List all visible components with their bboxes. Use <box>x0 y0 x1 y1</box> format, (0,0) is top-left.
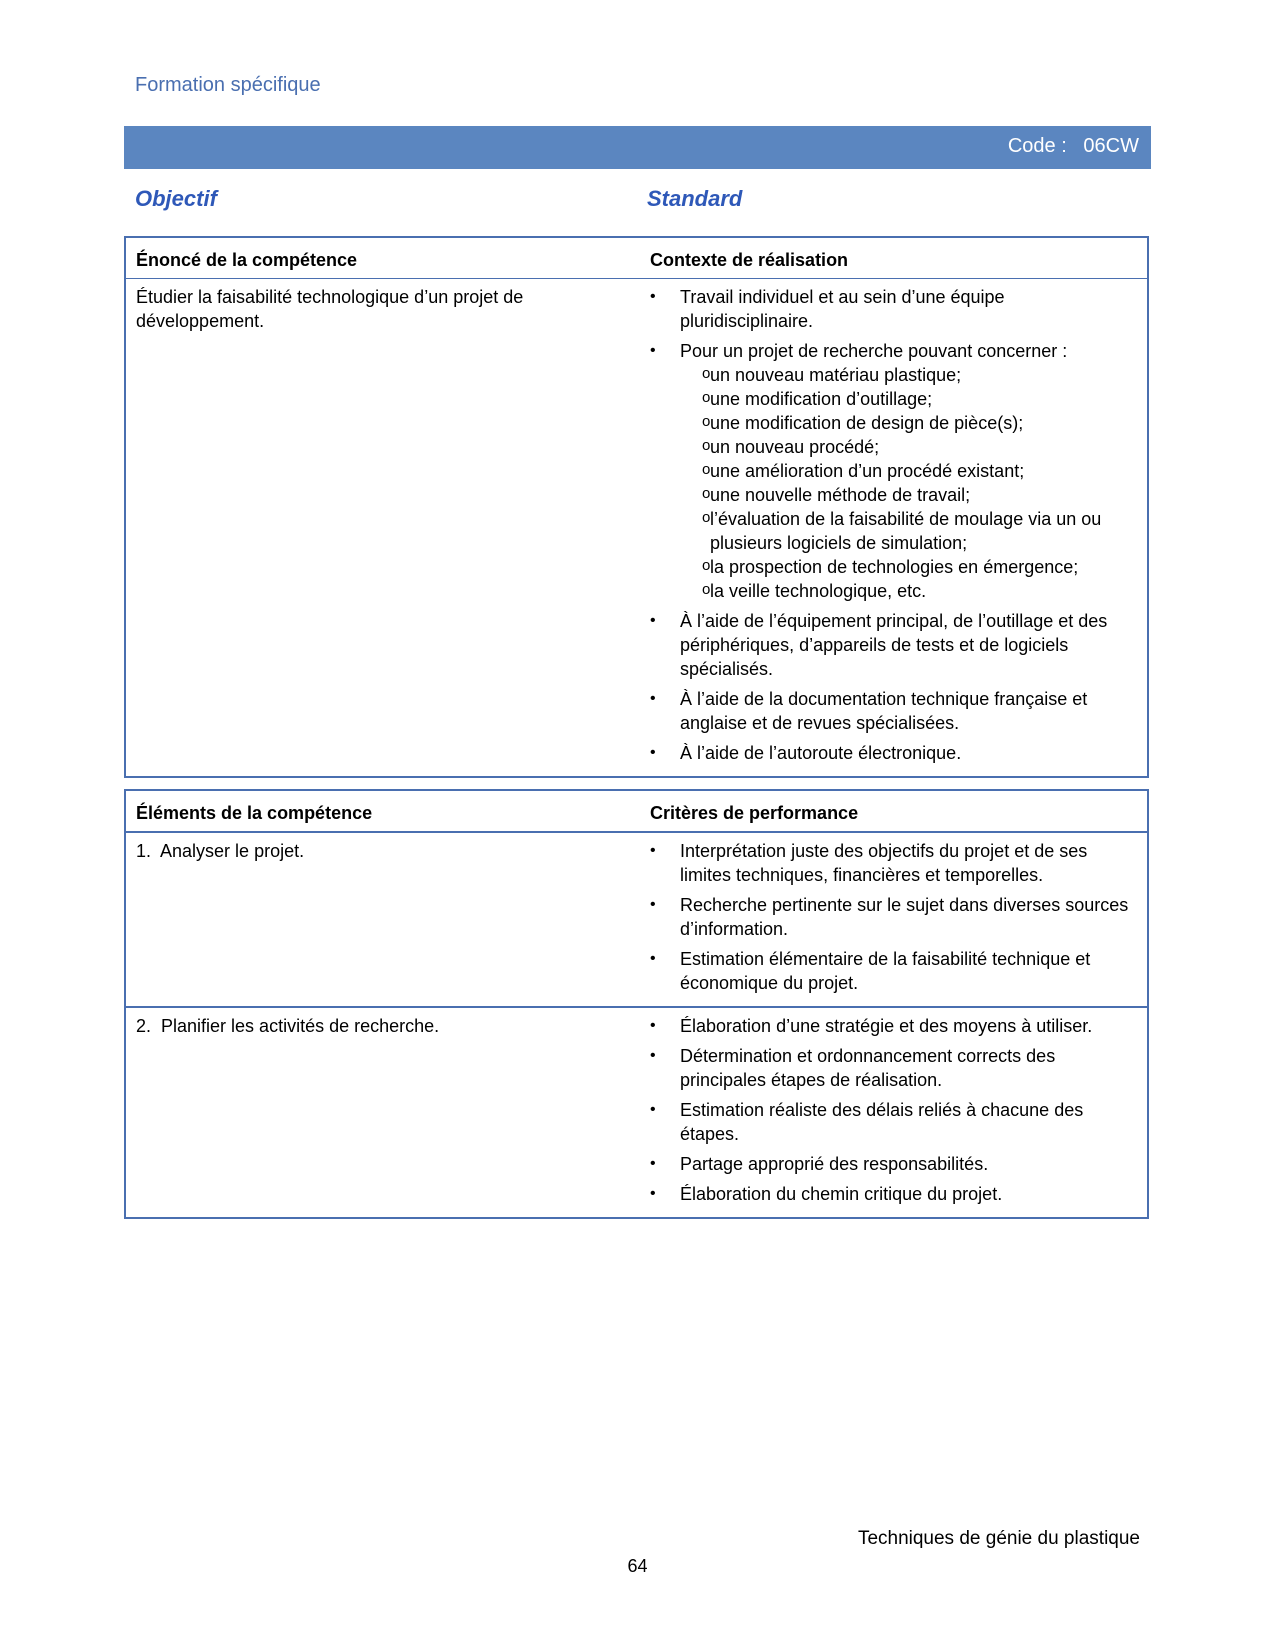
sub-list-item: o un nouveau matériau plastique; <box>680 363 1139 387</box>
sub-list <box>680 363 1139 603</box>
element-text: 1. Analyser le projet. <box>125 832 640 1007</box>
element-text: 2. Planifier les activités de recherche. <box>125 1007 640 1218</box>
criteria-item: • Estimation réaliste des délais reliés à chacune des étapes. <box>650 1098 1139 1146</box>
code-bar <box>124 126 1151 169</box>
criteria-cell <box>640 1007 1148 1218</box>
sub-list-item: o l’évaluation de la faisabilité de moulage via un ou plusieurs logiciels de simulation; <box>680 507 1139 555</box>
contexte-header: Contexte de réalisation <box>640 237 1148 279</box>
header-label: Formation spécifique <box>135 74 321 96</box>
enonce-header: Énoncé de la compétence <box>125 237 640 279</box>
list-item-text: À l’aide de l’autoroute électronique. <box>680 743 962 763</box>
elements-header: Éléments de la compétence <box>125 790 640 832</box>
section-title-objectif: Objectif <box>135 186 217 211</box>
sub-list-item: o une modification de design de pièce(s); <box>680 411 1139 435</box>
sub-list-item: o la prospection de technologies en émergence; <box>680 555 1139 579</box>
footer-program: Techniques de génie du plastique <box>857 1528 1140 1549</box>
competency-code: Code : 06CW <box>1007 135 1139 157</box>
list-item <box>650 609 1139 681</box>
list-item <box>650 741 1139 765</box>
enonce-text: Étudier la faisabilité technologique d’un projet de développement. <box>136 287 524 331</box>
criteres-header: Critères de performance <box>640 790 1148 832</box>
list-item-text: À l’aide de l’équipement principal, de l’outillage et des périphériques, d’appareils de tests et de logiciels spécialisés. <box>680 611 1108 679</box>
criteria-cell <box>640 832 1148 1007</box>
criteria-item: • Recherche pertinente sur le sujet dans diverses sources d’information. <box>650 893 1139 941</box>
sub-list-item: o un nouveau procédé; <box>680 435 1139 459</box>
list-item-text: Travail individuel et au sein d’une équipe pluridisciplinaire. <box>680 287 1005 331</box>
sub-list-item: o une nouvelle méthode de travail; <box>680 483 1139 507</box>
list-item <box>650 339 1139 603</box>
sub-list-item: o la veille technologique, etc. <box>680 579 1139 603</box>
table-row <box>125 1007 1148 1218</box>
competency-table <box>124 236 1149 778</box>
list-item <box>650 687 1139 735</box>
table-row <box>125 832 1148 1007</box>
section-title-standard: Standard <box>647 186 743 211</box>
criteria-item: • Élaboration d’une stratégie et des moyens à utiliser. <box>650 1014 1139 1038</box>
list-item-text: Pour un projet de recherche pouvant concerner : <box>680 341 1068 361</box>
list-item-text: À l’aide de la documentation technique française et anglaise et de revues spécialisées. <box>680 689 1088 733</box>
criteria-item: • Interprétation juste des objectifs du projet et de ses limites techniques, financières et temporelles. <box>650 839 1139 887</box>
sub-list-item: o une amélioration d’un procédé existant; <box>680 459 1139 483</box>
criteria-list <box>650 839 1139 995</box>
contexte-list <box>650 285 1139 765</box>
contexte-cell <box>640 279 1148 778</box>
list-item <box>650 285 1139 333</box>
page-number: 64 <box>627 1556 648 1576</box>
criteria-item: • Estimation élémentaire de la faisabilité technique et économique du projet. <box>650 947 1139 995</box>
performance-table <box>124 789 1149 1219</box>
criteria-item: • Détermination et ordonnancement corrects des principales étapes de réalisation. <box>650 1044 1139 1092</box>
sub-list-item: o une modification d’outillage; <box>680 387 1139 411</box>
criteria-item: • Élaboration du chemin critique du projet. <box>650 1182 1139 1206</box>
criteria-item: • Partage approprié des responsabilités. <box>650 1152 1139 1176</box>
criteria-list <box>650 1014 1139 1206</box>
